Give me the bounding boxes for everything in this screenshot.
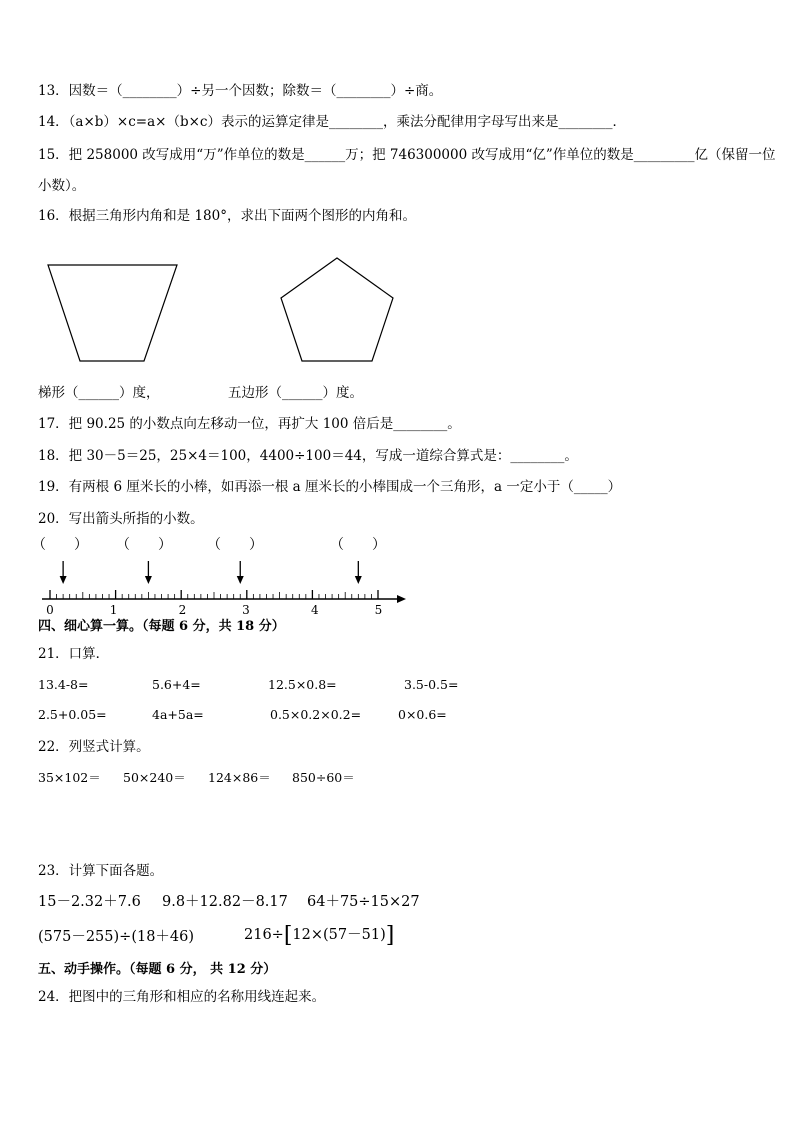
right-bracket: ] <box>385 923 395 948</box>
question-23: 23．计算下面各题。 <box>38 863 164 879</box>
pentagon-figure <box>275 254 400 366</box>
trapezoid-answer: 梯形（______）度， <box>38 385 160 401</box>
down-arrow-icon <box>60 576 67 584</box>
expression: (575－255)÷(18＋46) <box>38 929 195 945</box>
oral-calc-item: 5.6+4= <box>152 677 201 692</box>
pentagon-answer: 五边形（______）度。 <box>228 385 363 401</box>
down-arrow-icon <box>145 576 152 584</box>
question-22: 22．列竖式计算。 <box>38 739 150 755</box>
question-17: 17．把 90.25 的小数点向左移动一位，再扩大 100 倍后是________。 <box>38 416 461 432</box>
oral-calc-item: 13.4-8= <box>38 677 89 692</box>
question-20: 20．写出箭头所指的小数。 <box>38 511 204 527</box>
trapezoid-figure <box>40 258 185 368</box>
oral-calc-item: 2.5+0.05= <box>38 707 107 722</box>
question-24: 24．把图中的三角形和相应的名称用线连起来。 <box>38 989 326 1005</box>
question-15-line2: 小数）。 <box>38 178 86 194</box>
down-arrow-icon <box>355 576 362 584</box>
tick-label: 5 <box>374 603 383 617</box>
oral-calc-item: 12.5×0.8= <box>268 677 337 692</box>
expression-inner: 12×(57－51) <box>292 927 386 943</box>
oral-calc-item: 0.5×0.2×0.2= <box>270 707 362 722</box>
tick-label: 4 <box>310 603 319 617</box>
vertical-calc-item: 850÷60＝ <box>292 770 355 785</box>
section-5-heading: 五、动手操作。（每题 6 分， 共 12 分） <box>38 962 277 977</box>
vertical-calc-item: 35×102＝ <box>38 770 101 785</box>
question-21: 21．口算． <box>38 646 110 662</box>
tick-label: 2 <box>178 603 187 617</box>
question-16: 16．根据三角形内角和是 180°，求出下面两个图形的内角和。 <box>38 208 416 224</box>
expression-prefix: 216÷ <box>244 927 284 943</box>
expression: 64＋75÷15×27 <box>307 894 420 910</box>
oral-calc-item: 4a+5a= <box>152 707 204 722</box>
vertical-calc-item: 124×86＝ <box>208 770 271 785</box>
vertical-calc-item: 50×240＝ <box>123 770 186 785</box>
answer-bracket: （ ） <box>207 537 263 553</box>
oral-calc-item: 3.5-0.5= <box>404 677 459 692</box>
question-15-line1: 15．把 258000 改写成用“万”作单位的数是______万；把 746300000 改写成用“亿”作单位的数是_________亿（保留一位 <box>38 147 776 163</box>
expression: 9.8＋12.82－8.17 <box>162 894 288 910</box>
question-14: 14．（a×b）×c=a×（b×c）表示的运算定律是________，乘法分配律用字母写出来是________． <box>38 114 626 130</box>
down-arrow-icon <box>237 576 244 584</box>
question-13: 13．因数＝（________）÷另一个因数；除数＝（________）÷商。 <box>38 83 443 99</box>
expression: 15－2.32＋7.6 <box>38 894 141 910</box>
number-line <box>30 532 410 618</box>
section-4-heading: 四、细心算一算。（每题 6 分，共 18 分） <box>38 619 285 634</box>
question-19: 19．有两根 6 厘米长的小棒，如再添一根 a 厘米长的小棒围成一个三角形，a 一定小于（_____） <box>38 479 622 495</box>
answer-bracket: （ ） <box>330 537 386 553</box>
tick-label: 1 <box>109 603 118 617</box>
tick-label: 0 <box>46 603 54 617</box>
answer-bracket: （ ） <box>32 537 88 553</box>
oral-calc-item: 0×0.6= <box>398 707 447 722</box>
left-bracket: [ <box>283 923 293 948</box>
question-18: 18．把 30－5＝25，25×4＝100，4400÷100＝44，写成一道综合算式是：________。 <box>38 448 578 464</box>
expression <box>244 923 395 948</box>
tick-label: 3 <box>242 603 250 617</box>
answer-bracket: （ ） <box>116 537 172 553</box>
